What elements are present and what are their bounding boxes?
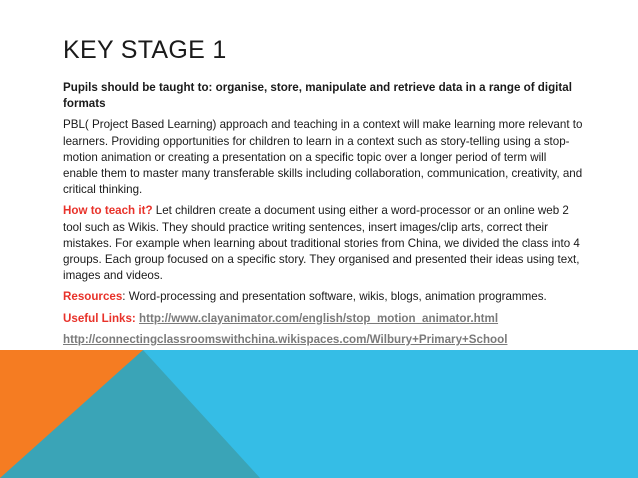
resources-paragraph bbox=[63, 289, 583, 305]
clayanimator-link[interactable]: http://www.clayanimator.com/english/stop_motion_animator.html bbox=[139, 311, 499, 325]
useful-links-paragraph bbox=[63, 311, 583, 327]
useful-links-label: Useful Links: bbox=[63, 311, 136, 325]
how-to-teach-label: How to teach it? bbox=[63, 204, 153, 218]
slide-content bbox=[63, 80, 583, 353]
resources-label: Resources bbox=[63, 290, 123, 304]
intro-paragraph: Pupils should be taught to: organise, store, manipulate and retrieve data in a range of digital formats bbox=[63, 81, 572, 111]
slide-title: KEY STAGE 1 bbox=[63, 36, 227, 64]
second-link-paragraph bbox=[63, 332, 583, 348]
how-to-teach-paragraph bbox=[63, 203, 583, 284]
wikispaces-link[interactable]: http://connectingclassroomswithchina.wikispaces.com/Wilbury+Primary+School bbox=[63, 332, 508, 346]
resources-text: : Word-processing and presentation software, wikis, blogs, animation programmes. bbox=[122, 290, 547, 304]
pbl-paragraph: PBL( Project Based Learning) approach and teaching in a context will make learning more relevant to learners. Providing opportunities for children to learn in a context such as story-telling using a stop-motion animation or creating a presentation on a specific topic over a longer period of term will enable them to master many transferable skills including collaboration, communication, creativity, and critical thinking. bbox=[63, 118, 583, 197]
how-to-teach-text: Let children create a document using either a word-processor or an online web 2 tool such as Wikis. They should practice writing sentences, insert images/clip arts, correct their mistakes. For example when learning about traditional stories from China, we divided the class into 4 groups. Each group focused on a specific story. They organised and presented their ideas using text, images and videos. bbox=[63, 204, 580, 283]
